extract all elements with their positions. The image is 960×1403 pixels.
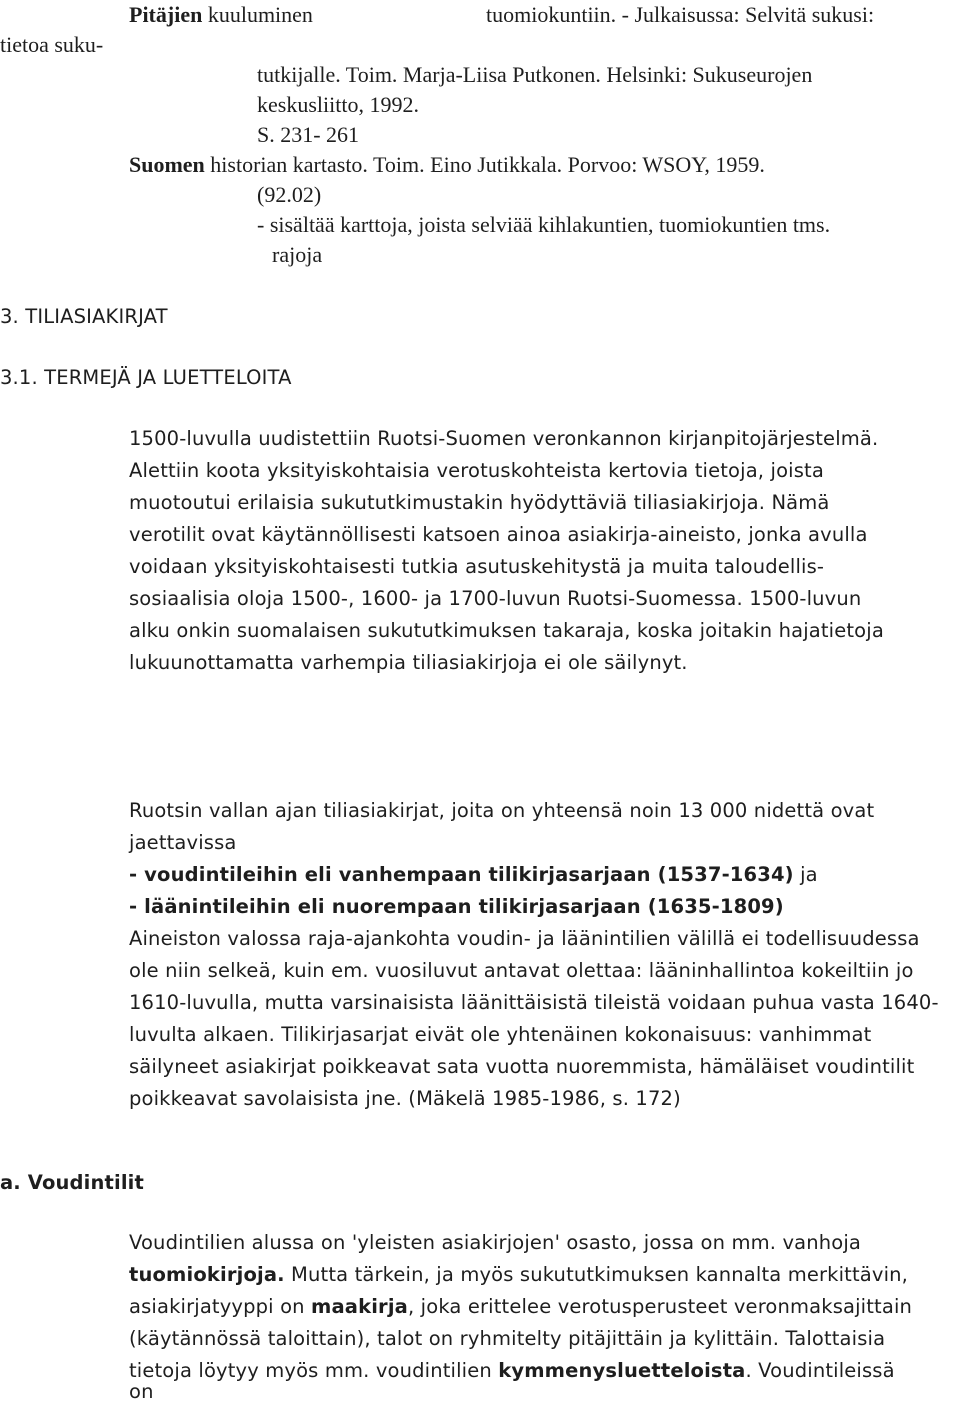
term-kymmenysluetteloista: kymmenysluetteloista bbox=[498, 1359, 746, 1382]
section-heading: 3. TILIASIAKIRJAT bbox=[0, 305, 168, 328]
kartasto-bold: Suomen bbox=[129, 152, 205, 177]
header-left-rest: kuuluminen bbox=[202, 2, 313, 27]
intro-line: voidaan yksityiskohtaisesti tutkia asutuskehitystä ja muita taloudellis- bbox=[129, 555, 825, 578]
division-line: jaettavissa bbox=[129, 831, 237, 854]
division-line: ole niin selkeä, kuin em. vuosiluvut antavat olettaa: lääninhallintoa kokeiltiin jo bbox=[129, 959, 914, 982]
header-left-line2: tietoa suku- bbox=[0, 32, 104, 57]
voudintilit-line bbox=[129, 1297, 912, 1317]
division-line: Aineiston valossa raja-ajankohta voudin- ja läänintilien välillä ei todellisuudessa bbox=[129, 927, 920, 950]
kartasto-class: (92.02) bbox=[257, 182, 322, 207]
subsection-heading: 3.1. TERMEJÄ JA LUETTELOITA bbox=[0, 366, 292, 389]
voudintilit-text: asiakirjatyyppi on bbox=[129, 1295, 312, 1318]
term-tuomiokirjoja: tuomiokirjoja. bbox=[129, 1263, 285, 1286]
header-right-line2: tutkijalle. Toim. Marja-Liisa Putkonen. Helsinki: Sukuseurojen bbox=[257, 62, 813, 87]
voudintilit-text: tietoja löytyy myös mm. voudintilien bbox=[129, 1359, 499, 1382]
kartasto-rest: historian kartasto. Toim. Eino Jutikkala. Porvoo: WSOY, 1959. bbox=[204, 152, 765, 177]
division-line: luvulta alkaen. Tilikirjasarjat eivät ole yhtenäinen kokonaisuus: vanhimmat bbox=[129, 1023, 872, 1046]
voudintilit-line bbox=[129, 1265, 908, 1285]
intro-line: verotilit ovat käytännöllisesti katsoen ainoa asiakirja-aineisto, jonka avulla bbox=[129, 523, 868, 546]
kartasto-citation bbox=[129, 154, 765, 176]
header-left-bold: Pitäjien bbox=[129, 2, 203, 27]
division-item-bold: - läänintileihin eli nuorempaan tilikirjasarjaan (1635-1809) bbox=[129, 895, 784, 918]
voudintilit-line: (käytännössä taloittain), talot on ryhmitelty pitäjittäin ja kylittäin. Talottaisia bbox=[129, 1327, 886, 1350]
division-line: 1610-luvulla, mutta varsinaisista läänittäisistä tileistä voidaan puhua vasta 1640- bbox=[129, 991, 939, 1014]
voudintilit-line bbox=[129, 1361, 895, 1381]
division-item-bold: - voudintileihin eli vanhempaan tilikirjasarjaan (1537-1634) bbox=[129, 863, 794, 886]
division-line: säilyneet asiakirjat poikkeavat sata vuotta nuoremmista, hämäläiset voudintilit bbox=[129, 1055, 915, 1078]
term-maakirja: maakirja bbox=[311, 1295, 408, 1318]
intro-line: Alettiin koota yksityiskohtaisia verotuskohteista kertovia tietoja, joista bbox=[129, 459, 824, 482]
voudintilit-text: , joka erittelee verotusperusteet veronmaksajittain bbox=[407, 1295, 913, 1318]
header-right-line1: tuomiokuntiin. - Julkaisussa: Selvitä sukusi: bbox=[486, 2, 875, 27]
division-line: Ruotsin vallan ajan tiliasiakirjat, joita on yhteensä noin 13 000 nidettä ovat bbox=[129, 799, 875, 822]
kartasto-note-line2: rajoja bbox=[272, 242, 323, 267]
intro-line: sosiaalisia oloja 1500-, 1600- ja 1700-luvun Ruotsi-Suomessa. 1500-luvun bbox=[129, 587, 862, 610]
voudintilit-heading: a. Voudintilit bbox=[0, 1171, 144, 1194]
voudintilit-line: on bbox=[129, 1380, 154, 1403]
intro-line: lukuunottamatta varhempia tiliasiakirjoja ei ole säilynyt. bbox=[129, 651, 688, 674]
voudintilit-line: Voudintilien alussa on 'yleisten asiakirjojen' osasto, jossa on mm. vanhoja bbox=[129, 1231, 861, 1254]
header-right-line3: keskusliitto, 1992. bbox=[257, 92, 419, 117]
kartasto-note-line1: - sisältää karttoja, joista selviää kihlakuntien, tuomiokuntien tms. bbox=[257, 212, 831, 237]
header-left-line1 bbox=[129, 4, 313, 26]
division-item-laanintilit bbox=[129, 897, 784, 917]
division-line: poikkeavat savolaisista jne. (Mäkelä 1985-1986, s. 172) bbox=[129, 1087, 681, 1110]
division-item-voudintilit bbox=[129, 865, 818, 885]
division-item-rest: ja bbox=[793, 863, 818, 886]
intro-line: muotoutui erilaisia sukututkimustakin hyödyttäviä tiliasiakirjoja. Nämä bbox=[129, 491, 830, 514]
voudintilit-text: Mutta tärkein, ja myös sukututkimuksen kannalta merkittävin, bbox=[284, 1263, 908, 1286]
intro-line: alku onkin suomalaisen sukututkimuksen takaraja, koska joitakin hajatietoja bbox=[129, 619, 884, 642]
intro-line: 1500-luvulla uudistettiin Ruotsi-Suomen veronkannon kirjanpitojärjestelmä. bbox=[129, 427, 879, 450]
header-right-line4: S. 231- 261 bbox=[257, 122, 360, 147]
voudintilit-text: . Voudintileissä bbox=[745, 1359, 895, 1382]
